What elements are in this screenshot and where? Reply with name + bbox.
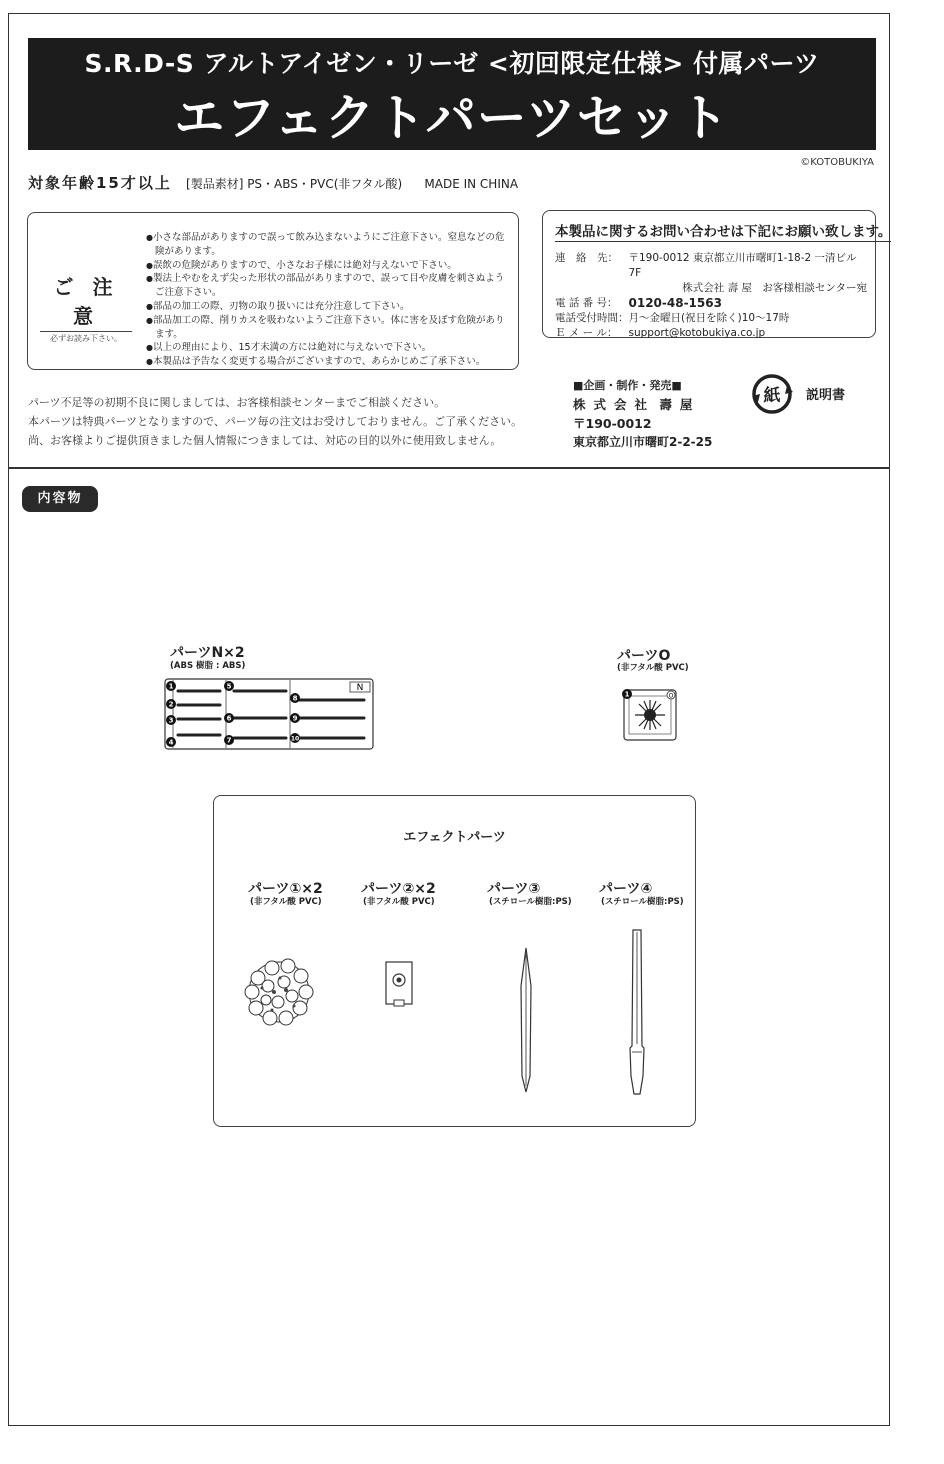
part-o-illustration xyxy=(620,688,678,742)
origin-info: MADE IN CHINA xyxy=(424,177,519,191)
title-banner xyxy=(28,38,876,150)
effect-part-3-material: (スチロール樹脂:PS) xyxy=(489,897,572,907)
company-prefix: 株式会社 xyxy=(573,397,656,412)
caution-item: ● 部品加工の際、削りカスを吸わないようご注意下さい。体に害を及ぼす危険があります。 xyxy=(146,314,511,342)
company-name: 壽屋 xyxy=(659,397,701,412)
runner-number: 7 xyxy=(226,736,232,745)
part-n-label: パーツN×2 xyxy=(170,645,245,661)
effect-part-1-material: (非フタル酸 PVC) xyxy=(250,897,322,907)
runner-number: 6 xyxy=(226,714,232,723)
paper-recycle-icon xyxy=(750,372,794,416)
caution-box xyxy=(27,212,519,370)
support-notes xyxy=(28,393,522,450)
part-n-material: (ABS 樹脂 : ABS) xyxy=(170,661,246,671)
caution-item: ● 部品の加工の際、刃物の取り扱いには充分注意して下さい。 xyxy=(146,300,511,314)
contact-address: 〒190-0012 東京都立川市曙町1-18-2 一清ビル7F xyxy=(628,252,857,279)
maker-heading: ■企画・制作・発売■ xyxy=(573,379,682,392)
phone-hours: 月〜金曜日(祝日を除く)10〜17時 xyxy=(628,312,790,324)
maker-info xyxy=(573,376,712,452)
runner-number: 2 xyxy=(168,700,174,709)
age-rating: 対象年齢15才以上 xyxy=(28,174,172,192)
effect-part-2-base-illustration xyxy=(384,956,414,1012)
set-title: エフェクトパーツセット xyxy=(174,89,730,147)
phone-label: 電 話 番 号： xyxy=(555,297,618,309)
runner-number: 10 xyxy=(290,735,300,743)
email-label: Ｅ メ ー ル： xyxy=(555,327,618,339)
effect-part-4-material: (スチロール樹脂:PS) xyxy=(601,897,684,907)
contact-label: 連 絡 先： xyxy=(555,252,618,264)
caution-heading xyxy=(40,271,132,344)
caution-item: ● 製法上やむをえず尖った形状の部品がありますので、誤って目や皮膚を刺さぬようご注意下さい。 xyxy=(146,272,511,300)
effect-part-3-label: パーツ③ xyxy=(487,881,541,897)
runner-number: 9 xyxy=(292,714,298,723)
maker-address: 東京都立川市曙町2-2-25 xyxy=(573,435,713,449)
caution-title: ご 注 意 xyxy=(53,275,119,328)
caution-subtitle: 必ずお読み下さい。 xyxy=(40,331,132,344)
effect-part-2-material: (非フタル酸 PVC) xyxy=(363,897,435,907)
material-info: [製品素材] PS・ABS・PVC(非フタル酸) xyxy=(186,177,403,191)
note-line: パーツ不足等の初期不良に関しましては、お客様相談センターまでご相談ください。 xyxy=(28,396,446,409)
part-o-number: 1 xyxy=(624,690,630,699)
caution-item: ● 以上の理由により、15才未満の方には絶対に与えないで下さい。 xyxy=(146,341,511,355)
runner-tag: N xyxy=(356,683,364,693)
contents-tag: 内容物 xyxy=(22,486,98,512)
effect-parts-title: エフェクトパーツ xyxy=(403,830,506,845)
contact-company: 株式会社 壽 屋 お客様相談センター宛 xyxy=(682,282,867,294)
caution-item: ● 誤飲の危険がありますので、小さなお子様には絶対与えないで下さい。 xyxy=(146,259,511,273)
part-o-tag: O xyxy=(668,692,674,700)
runner-number: 8 xyxy=(292,694,298,703)
part-n-runner-illustration xyxy=(164,678,374,750)
effect-parts-box xyxy=(213,795,696,1127)
inquiry-table xyxy=(555,251,867,341)
runner-number: 3 xyxy=(168,716,174,725)
recycle-mark-label: 紙 xyxy=(763,386,781,406)
caution-list xyxy=(146,231,511,369)
effect-part-4-label: パーツ④ xyxy=(599,881,653,897)
maker-postal: 〒190-0012 xyxy=(573,416,652,431)
effect-part-4-blade-illustration xyxy=(626,928,648,1100)
section-divider xyxy=(8,467,890,469)
effect-part-2-label: パーツ②×2 xyxy=(361,881,436,897)
caution-item: ● 本製品は予告なく変更する場合がございますので、あらかじめご了承下さい。 xyxy=(146,355,511,369)
inquiry-box xyxy=(542,210,892,339)
note-line: 本パーツは特典パーツとなりますので、パーツ毎の注文はお受けしておりません。ご了承ください。 xyxy=(28,415,523,428)
effect-part-1-burst-illustration xyxy=(244,956,314,1036)
maker-company xyxy=(573,395,712,414)
caution-item: ● 小さな部品がありますので誤って飲み込まないようにご注意下さい。窒息などの危険があります。 xyxy=(146,231,511,259)
effect-part-3-blade-illustration xyxy=(516,946,536,1096)
email-address[interactable]: support@kotobukiya.co.jp xyxy=(628,327,766,339)
runner-number: 1 xyxy=(168,682,174,691)
phone-number[interactable]: 0120-48-1563 xyxy=(628,296,722,310)
product-specs xyxy=(28,172,518,193)
note-line: 尚、お客様よりご提供頂きました個人情報につきましては、対応の目的以外に使用致しません。 xyxy=(28,434,502,447)
runner-number: 5 xyxy=(226,682,232,691)
part-o-material: (非フタル酸 PVC) xyxy=(617,663,689,673)
hours-label: 電話受付時間： xyxy=(555,312,629,324)
inquiry-title: 本製品に関するお問い合わせは下記にお願い致します。 xyxy=(555,220,891,242)
copyright: ©KOTOBUKIYA xyxy=(800,157,874,168)
part-o-label: パーツO xyxy=(617,648,671,664)
effect-part-1-label: パーツ①×2 xyxy=(248,881,323,897)
product-title: S.R.D-S アルトアイゼン・リーゼ <初回限定仕様> 付属パーツ xyxy=(84,49,820,78)
manual-label: 説明書 xyxy=(806,388,846,403)
runner-number: 4 xyxy=(168,738,174,747)
